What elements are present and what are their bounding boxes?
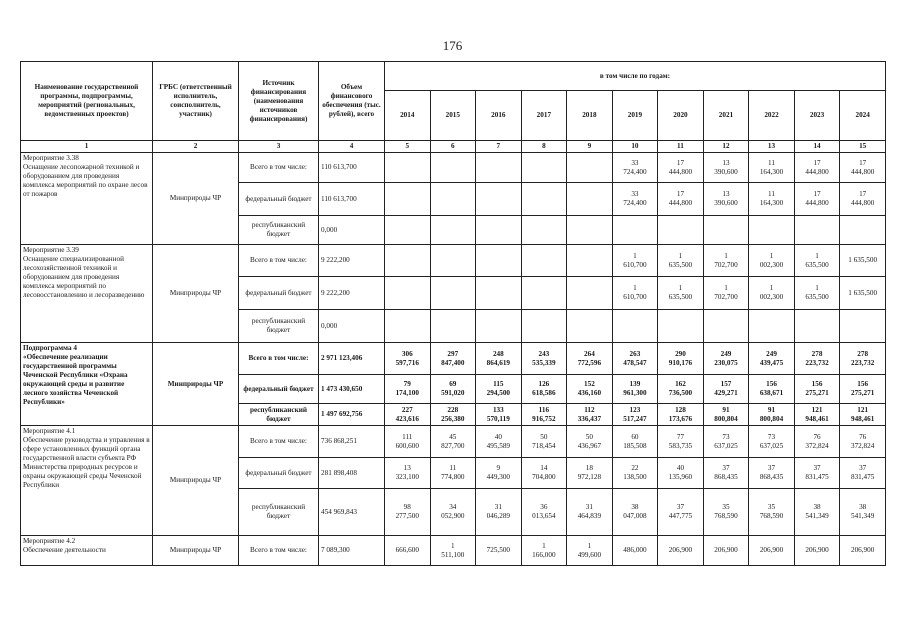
header-grbs: ГРБС (ответственный исполнитель, соисполнитель, участник) [153, 62, 239, 141]
year-value: 98 277,500 [385, 489, 431, 536]
year-value: 9 449,300 [476, 458, 522, 489]
year-value [476, 183, 522, 216]
year-value: 162 736,500 [658, 375, 704, 404]
year-value: 76 372,824 [794, 426, 840, 458]
year-value [430, 310, 476, 343]
year-value: 91 800,804 [703, 404, 749, 426]
year-value [567, 245, 613, 277]
year-value: 17 444,800 [658, 153, 704, 183]
year-value [703, 310, 749, 343]
activity-name: Мероприятие 3.38 Оснащение лесопожарной техникой и оборудованием для проведения комплекса мероприятий по охране лесов от пожаров [21, 153, 153, 245]
year-value: 17 444,800 [658, 183, 704, 216]
funding-source: республиканский бюджет [239, 489, 319, 536]
year-value: 1 610,700 [612, 277, 658, 310]
year-value: 263 478,547 [612, 343, 658, 375]
year-value [385, 216, 431, 245]
total-amount: 1 473 430,650 [319, 375, 385, 404]
year-value: 11 164,300 [749, 183, 795, 216]
year-value: 38 541,349 [840, 489, 886, 536]
year-value: 1 511,100 [430, 536, 476, 566]
year-value: 35 768,590 [749, 489, 795, 536]
year-value [612, 310, 658, 343]
year-value: 278 223,732 [794, 343, 840, 375]
year-value [476, 216, 522, 245]
year-value: 1 002,300 [749, 245, 795, 277]
year-value [658, 310, 704, 343]
year-value: 37 831,475 [840, 458, 886, 489]
year-value [840, 310, 886, 343]
total-amount: 736 868,251 [319, 426, 385, 458]
year-value [612, 216, 658, 245]
year-value: 18 972,128 [567, 458, 613, 489]
year-value [840, 216, 886, 245]
page-number: 176 [442, 38, 463, 53]
year-header: 2020 [658, 91, 704, 141]
year-value: 1 635,500 [794, 277, 840, 310]
column-number: 14 [794, 141, 840, 153]
column-number: 8 [521, 141, 567, 153]
year-value: 37 868,435 [703, 458, 749, 489]
year-value [430, 183, 476, 216]
table-row [21, 343, 886, 375]
total-amount: 9 222,200 [319, 245, 385, 277]
funding-source: Всего в том числе: [239, 426, 319, 458]
year-value: 123 517,247 [612, 404, 658, 426]
funding-source: федеральный бюджет [239, 375, 319, 404]
year-value: 40 135,960 [658, 458, 704, 489]
year-value [567, 153, 613, 183]
funding-source: Всего в том числе: [239, 153, 319, 183]
year-value: 1 635,500 [840, 277, 886, 310]
year-value: 40 495,589 [476, 426, 522, 458]
funding-source: республиканский бюджет [239, 216, 319, 245]
year-value: 45 827,700 [430, 426, 476, 458]
year-value: 278 223,732 [840, 343, 886, 375]
column-number: 1 [21, 141, 153, 153]
year-value: 1 635,500 [658, 245, 704, 277]
year-value: 50 436,967 [567, 426, 613, 458]
column-number: 12 [703, 141, 749, 153]
year-value: 486,000 [612, 536, 658, 566]
year-value [794, 310, 840, 343]
year-value: 111 600,600 [385, 426, 431, 458]
year-value: 1 635,500 [794, 245, 840, 277]
header-source: Источник финансирования (наименования источников финансирования) [239, 62, 319, 141]
year-value: 91 800,804 [749, 404, 795, 426]
year-value: 13 390,600 [703, 183, 749, 216]
year-value [521, 153, 567, 183]
activity-name: Мероприятие 4.2 Обеспечение деятельности [21, 536, 153, 566]
year-value: 36 013,654 [521, 489, 567, 536]
year-value: 249 230,075 [703, 343, 749, 375]
year-header: 2015 [430, 91, 476, 141]
year-value [794, 216, 840, 245]
year-value: 35 768,590 [703, 489, 749, 536]
year-value: 37 447,775 [658, 489, 704, 536]
year-value: 38 047,008 [612, 489, 658, 536]
year-value: 69 591,020 [430, 375, 476, 404]
year-value: 73 637,025 [749, 426, 795, 458]
total-amount: 281 898,408 [319, 458, 385, 489]
year-value: 17 444,800 [840, 153, 886, 183]
year-value [749, 310, 795, 343]
total-amount: 2 971 123,406 [319, 343, 385, 375]
grbs-cell: Минприроды ЧР [153, 426, 239, 536]
year-value: 1 002,300 [749, 277, 795, 310]
year-value: 31 464,839 [567, 489, 613, 536]
year-header: 2014 [385, 91, 431, 141]
year-header: 2016 [476, 91, 522, 141]
activity-name: Подпрограмма 4 «Обеспечение реализации государственной программы Чеченской Республики «Охрана окружающей среды и развитие лесного хозяйства Чеченской Республики» [21, 343, 153, 426]
year-value: 249 439,475 [749, 343, 795, 375]
year-value: 1 635,500 [658, 277, 704, 310]
year-value [476, 310, 522, 343]
column-number: 3 [239, 141, 319, 153]
column-number: 10 [612, 141, 658, 153]
year-value: 290 910,176 [658, 343, 704, 375]
year-value: 22 138,500 [612, 458, 658, 489]
year-value: 50 718,454 [521, 426, 567, 458]
year-value [749, 216, 795, 245]
year-value [521, 245, 567, 277]
year-value [385, 277, 431, 310]
year-value: 243 535,339 [521, 343, 567, 375]
year-value: 206,900 [794, 536, 840, 566]
year-value: 133 570,119 [476, 404, 522, 426]
year-value [567, 310, 613, 343]
year-value: 112 336,437 [567, 404, 613, 426]
column-number: 9 [567, 141, 613, 153]
year-value: 76 372,824 [840, 426, 886, 458]
year-value [521, 183, 567, 216]
total-amount: 110 613,700 [319, 183, 385, 216]
year-value: 725,500 [476, 536, 522, 566]
funding-source: Всего в том числе: [239, 245, 319, 277]
year-value [521, 277, 567, 310]
year-value: 206,900 [749, 536, 795, 566]
grbs-cell: Минприроды ЧР [153, 536, 239, 566]
table-row [21, 153, 886, 183]
year-value: 60 185,508 [612, 426, 658, 458]
funding-source: федеральный бюджет [239, 277, 319, 310]
year-value [567, 216, 613, 245]
year-value [658, 216, 704, 245]
year-value: 121 948,461 [794, 404, 840, 426]
year-header: 2022 [749, 91, 795, 141]
year-value: 116 916,752 [521, 404, 567, 426]
total-amount: 9 222,200 [319, 277, 385, 310]
year-value: 14 704,800 [521, 458, 567, 489]
year-value: 11 164,300 [749, 153, 795, 183]
year-value: 248 864,619 [476, 343, 522, 375]
year-value: 1 610,700 [612, 245, 658, 277]
grbs-cell: Минприроды ЧР [153, 153, 239, 245]
year-value [567, 277, 613, 310]
year-value: 157 429,271 [703, 375, 749, 404]
year-header: 2019 [612, 91, 658, 141]
year-value: 13 390,600 [703, 153, 749, 183]
year-value: 17 444,800 [794, 183, 840, 216]
year-value [567, 183, 613, 216]
year-value: 126 618,586 [521, 375, 567, 404]
total-amount: 110 613,700 [319, 153, 385, 183]
year-value: 37 831,475 [794, 458, 840, 489]
funding-source: республиканский бюджет [239, 404, 319, 426]
year-value [430, 216, 476, 245]
year-value: 79 174,100 [385, 375, 431, 404]
year-value: 206,900 [658, 536, 704, 566]
grbs-cell: Минприроды ЧР [153, 245, 239, 343]
activity-name: Мероприятие 4.1 Обеспечение руководства и управления в сфере установленных функций органа государственной власти субъекта РФ Министерства природных ресурсов и охраны окружающей среды Чеченской Республики [21, 426, 153, 536]
year-value: 1 635,500 [840, 245, 886, 277]
year-value: 37 868,435 [749, 458, 795, 489]
year-value: 152 436,160 [567, 375, 613, 404]
year-value: 1 702,700 [703, 277, 749, 310]
grbs-cell: Минприроды ЧР [153, 343, 239, 426]
column-number: 7 [476, 141, 522, 153]
year-value: 264 772,596 [567, 343, 613, 375]
year-value [385, 183, 431, 216]
total-amount: 0,000 [319, 310, 385, 343]
activity-name: Мероприятие 3.39 Оснащение специализированной лесохозяйственной техникой и оборудованием для проведения комплекса мероприятий по лесовосстановлению и лесоразведению [21, 245, 153, 343]
year-value: 1 166,000 [521, 536, 567, 566]
column-number: 13 [749, 141, 795, 153]
column-number: 6 [430, 141, 476, 153]
budget-table [20, 61, 886, 566]
year-value: 206,900 [703, 536, 749, 566]
year-value: 73 637,025 [703, 426, 749, 458]
year-value [703, 216, 749, 245]
year-value [430, 245, 476, 277]
year-value [476, 245, 522, 277]
year-value: 139 961,300 [612, 375, 658, 404]
year-value: 306 597,716 [385, 343, 431, 375]
year-value: 13 323,100 [385, 458, 431, 489]
column-number: 11 [658, 141, 704, 153]
year-value: 297 847,400 [430, 343, 476, 375]
year-value [430, 277, 476, 310]
year-value: 1 702,700 [703, 245, 749, 277]
header-volume: Объем финансового обеспечения (тыс. рублей), всего [319, 62, 385, 141]
year-value: 156 275,271 [794, 375, 840, 404]
year-value: 38 541,349 [794, 489, 840, 536]
funding-source: республиканский бюджет [239, 310, 319, 343]
year-value [476, 277, 522, 310]
year-value: 115 294,500 [476, 375, 522, 404]
year-value [476, 153, 522, 183]
total-amount: 7 089,300 [319, 536, 385, 566]
total-amount: 454 969,843 [319, 489, 385, 536]
year-value: 17 444,800 [794, 153, 840, 183]
column-number: 5 [385, 141, 431, 153]
table-row [21, 536, 886, 566]
year-value: 1 499,600 [567, 536, 613, 566]
funding-source: федеральный бюджет [239, 458, 319, 489]
year-value: 33 724,400 [612, 183, 658, 216]
year-value [385, 245, 431, 277]
header-name: Наименование государственной программы, подпрограммы, мероприятий (региональных, ведомственных проектов) [21, 62, 153, 141]
table-row [21, 245, 886, 277]
year-value: 31 046,289 [476, 489, 522, 536]
funding-source: федеральный бюджет [239, 183, 319, 216]
year-value: 17 444,800 [840, 183, 886, 216]
year-value [385, 310, 431, 343]
year-value: 228 256,380 [430, 404, 476, 426]
year-header: 2021 [703, 91, 749, 141]
year-value: 121 948,461 [840, 404, 886, 426]
year-value: 11 774,800 [430, 458, 476, 489]
year-value: 156 275,271 [840, 375, 886, 404]
year-value [521, 216, 567, 245]
year-header: 2024 [840, 91, 886, 141]
year-value [521, 310, 567, 343]
year-value: 666,600 [385, 536, 431, 566]
funding-source: Всего в том числе: [239, 343, 319, 375]
year-header: 2018 [567, 91, 613, 141]
funding-source: Всего в том числе: [239, 536, 319, 566]
year-value: 128 173,676 [658, 404, 704, 426]
year-header: 2017 [521, 91, 567, 141]
year-value: 33 724,400 [612, 153, 658, 183]
year-header: 2023 [794, 91, 840, 141]
year-value: 156 638,671 [749, 375, 795, 404]
header-by-years: в том числе по годам: [385, 62, 886, 91]
year-value: 77 583,735 [658, 426, 704, 458]
year-value [385, 153, 431, 183]
year-value: 34 052,900 [430, 489, 476, 536]
table-row [21, 426, 886, 458]
column-number: 15 [840, 141, 886, 153]
column-number: 4 [319, 141, 385, 153]
total-amount: 0,000 [319, 216, 385, 245]
year-value: 206,900 [840, 536, 886, 566]
year-value: 227 423,616 [385, 404, 431, 426]
column-number: 2 [153, 141, 239, 153]
total-amount: 1 497 692,756 [319, 404, 385, 426]
year-value [430, 153, 476, 183]
